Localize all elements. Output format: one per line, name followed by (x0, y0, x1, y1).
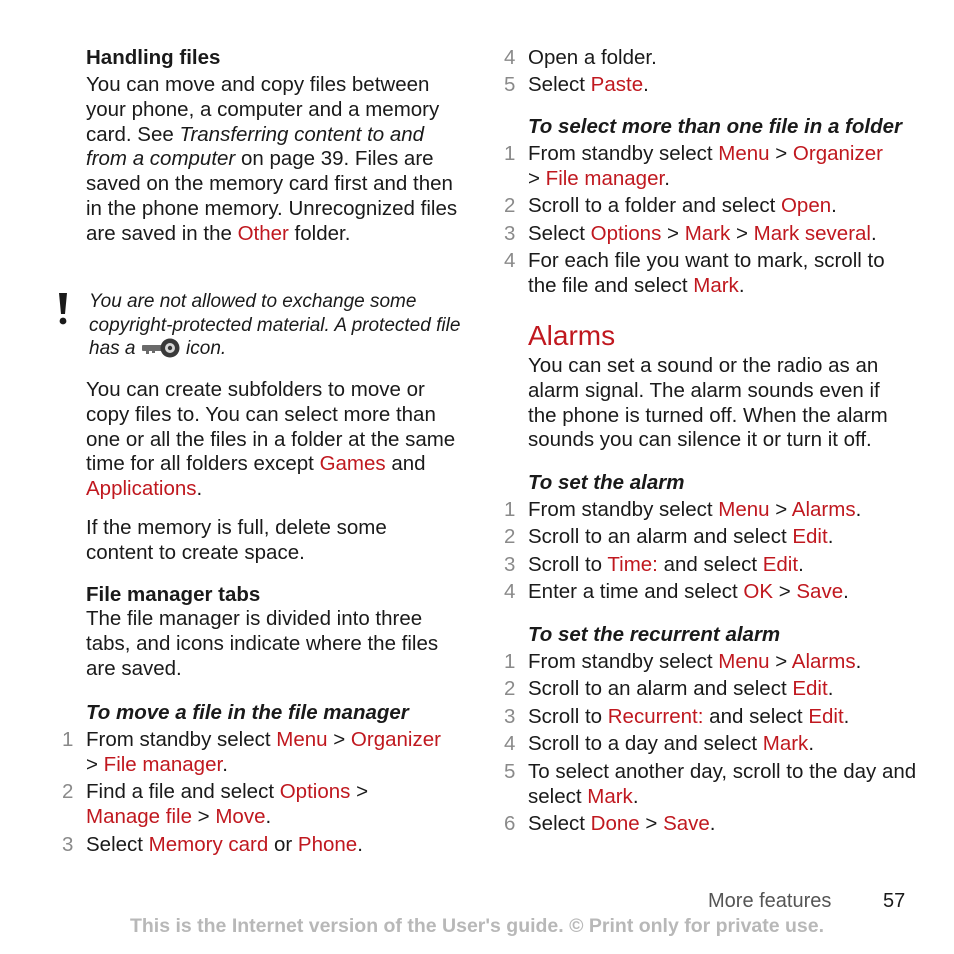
menu-term: Edit (808, 704, 844, 728)
select-multiple-heading: To select more than one file in a folder (528, 115, 903, 138)
menu-term: Mark (693, 274, 739, 298)
file-manager-tabs-paragraph: The file manager is divided into three tabs, and icons indicate where the files are saved. (86, 607, 439, 680)
cross-reference: Transferring content to and from a computer (86, 122, 425, 171)
step-number: 2 (504, 677, 516, 701)
menu-term: Edit (792, 677, 828, 701)
file-manager-tabs-heading: File manager tabs (86, 583, 261, 606)
step-number: 5 (504, 73, 516, 97)
step-item: 4 For each file you want to mark, scroll to the file and select Mark. (504, 249, 885, 298)
menu-term: File manager (545, 167, 665, 190)
footer-section-title: More features (708, 890, 832, 912)
warning-icon (56, 292, 70, 326)
menu-term: Time: (607, 552, 658, 576)
step-item: 1 From standby select Menu > Alarms. (504, 498, 862, 521)
step-number: 5 (504, 759, 516, 783)
step-number: 4 (504, 732, 516, 756)
step-number: 2 (62, 780, 74, 804)
menu-term: Save (796, 580, 844, 604)
recurrent-alarm-steps (504, 649, 918, 836)
step-number: 4 (504, 249, 516, 273)
step-item: 4 Enter a time and select OK > Save. (504, 580, 849, 604)
step-item: 2 Find a file and select Options > Manage file > Move. (62, 780, 369, 829)
step-item: 6 Select Done > Save. (504, 811, 716, 835)
memory-full-paragraph: If the memory is full, delete some content to create space. (86, 516, 387, 564)
menu-term: File manager (103, 753, 223, 776)
step-number: 1 (62, 728, 74, 751)
menu-term-applications: Applications (86, 477, 197, 501)
move-file-steps-continued (504, 45, 918, 100)
step-item: 3 Select Options > Mark > Mark several. (504, 221, 877, 245)
step-item: 5 Select Paste. (504, 73, 649, 97)
menu-term: Mark (762, 732, 809, 756)
step-number: 6 (504, 811, 516, 835)
recurrent-alarm-heading: To set the recurrent alarm (528, 623, 781, 646)
step-item: 1 From standby select Menu > Alarms. (504, 650, 862, 673)
step-number: 1 (504, 650, 516, 673)
menu-term: Done (590, 811, 640, 835)
step-item: 3 Scroll to Recurrent: and select Edit. (504, 704, 850, 728)
handling-files-heading: Handling files (86, 46, 221, 69)
step-item: 1 From standby select Menu > Organizer > File manager. (62, 728, 441, 776)
menu-term: OK (743, 580, 773, 604)
menu-term: Edit (762, 552, 799, 576)
menu-term: Manage file (86, 805, 192, 829)
step-number: 1 (504, 142, 516, 165)
internet-version-disclaimer: This is the Internet version of the User's guide. © Print only for private use. (129, 915, 825, 937)
menu-term: Mark several (753, 221, 871, 245)
menu-term: Menu (718, 650, 770, 673)
menu-term: Move (215, 805, 266, 829)
step-item: 5 To select another day, scroll to the day and select Mark. (504, 759, 917, 808)
key-icon (141, 337, 181, 359)
menu-term: Paste (590, 73, 644, 97)
alarms-paragraph: You can set a sound or the radio as an alarm signal. The alarm sounds even if the phone is turned off. When the alarm sounds you can silence it or turn it off. (528, 354, 888, 452)
menu-term: Menu (718, 142, 770, 165)
move-file-steps (62, 727, 466, 857)
menu-term: Save (663, 811, 710, 835)
step-item: 4 Scroll to a day and select Mark. (504, 732, 815, 756)
menu-term: Edit (792, 525, 828, 549)
menu-term: Alarms (791, 498, 856, 521)
menu-term: Organizer (350, 728, 441, 751)
step-item: 4 Open a folder. (504, 46, 657, 69)
step-number: 4 (504, 580, 516, 604)
set-alarm-steps (504, 497, 918, 604)
step-item: 3 Scroll to Time: and select Edit. (504, 552, 804, 576)
menu-term: Options (590, 221, 662, 245)
menu-term: Alarms (791, 650, 856, 673)
step-number: 2 (504, 525, 516, 549)
set-alarm-heading: To set the alarm (528, 471, 685, 494)
menu-term-other: Other (237, 221, 289, 245)
menu-term: Recurrent: (607, 704, 704, 728)
step-number: 2 (504, 194, 516, 218)
menu-term: Menu (276, 728, 328, 751)
step-number: 1 (504, 498, 516, 521)
menu-term: Options (279, 780, 351, 804)
handling-files-paragraph: You can move and copy files between your phone, a computer and a memory card. See Transferring content to and from a computer on page 39. Files are saved on the memory card first and then in the phone memory. Unrecognized files are saved in the Other folder. (86, 73, 458, 245)
menu-term: Memory card (148, 832, 269, 856)
menu-term: Organizer (792, 142, 883, 165)
menu-term: Mark (587, 784, 633, 808)
select-multiple-steps (504, 141, 918, 298)
step-number: 3 (504, 704, 516, 728)
menu-term: Mark (684, 221, 731, 245)
step-number: 3 (504, 552, 516, 576)
step-number: 3 (62, 832, 74, 856)
menu-term: Phone (297, 832, 358, 856)
step-item: 2 Scroll to a folder and select Open. (504, 194, 837, 218)
step-item: 2 Scroll to an alarm and select Edit. (504, 525, 834, 549)
page-number: 57 (883, 890, 906, 912)
step-item: 1 From standby select Menu > Organizer > File manager. (504, 142, 883, 190)
menu-term: Menu (718, 498, 770, 521)
menu-term: Open (780, 194, 832, 218)
step-item: 2 Scroll to an alarm and select Edit. (504, 677, 834, 701)
move-file-heading: To move a file in the file manager (86, 701, 409, 724)
menu-term-games: Games (319, 452, 386, 476)
step-item: 3 Select Memory card or Phone. (62, 832, 363, 856)
alarms-heading: Alarms (528, 320, 616, 351)
note-text: You are not allowed to exchange some copyright-protected material. A protected file has a icon. (89, 291, 461, 360)
step-number: 4 (504, 46, 516, 69)
subfolders-paragraph: You can create subfolders to move or copy files to. You can select more than one or all the files in a folder at the same time for all folders except Games and Applications. (86, 378, 456, 501)
step-number: 3 (504, 221, 516, 245)
